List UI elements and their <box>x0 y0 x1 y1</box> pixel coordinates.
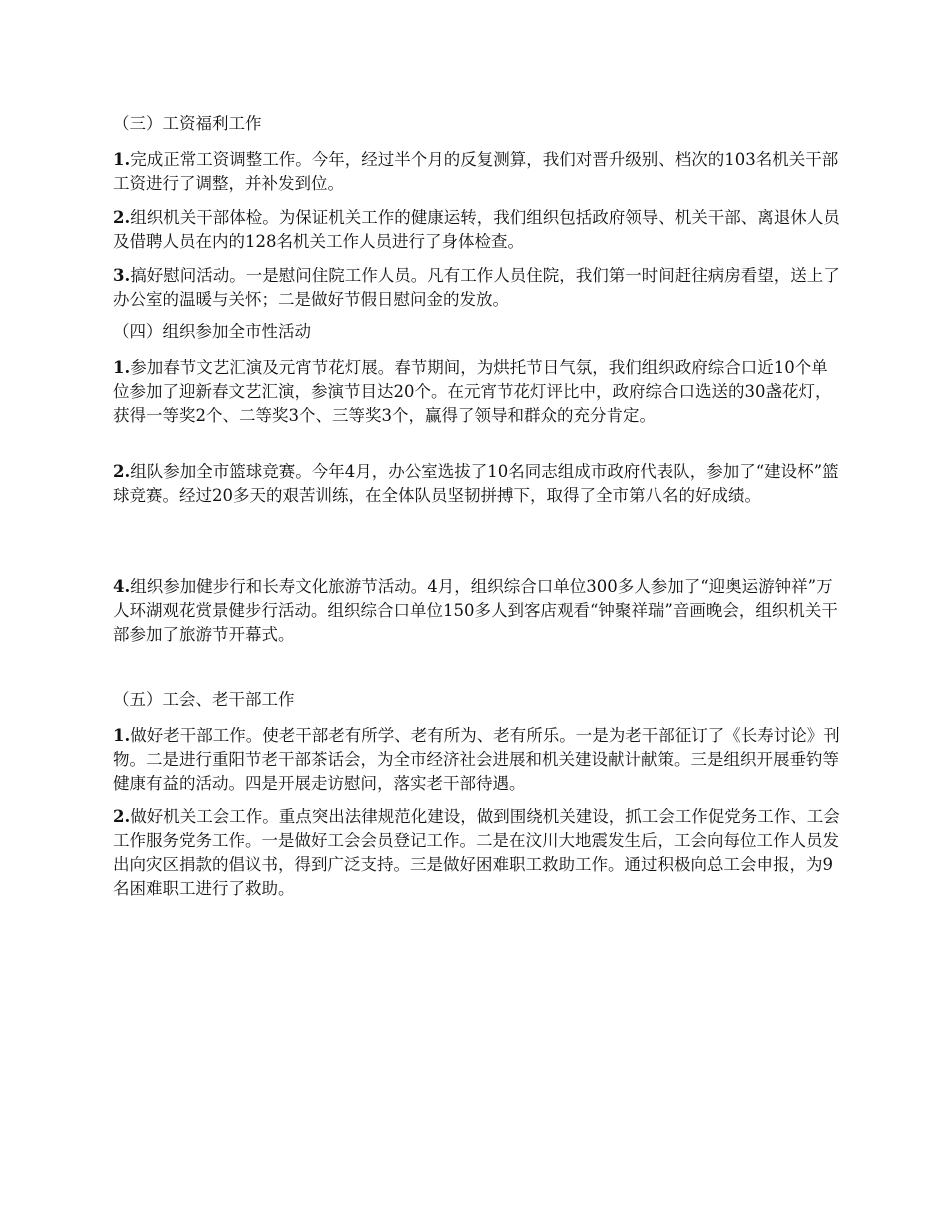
section-heading-5: （五）工会、老干部工作 <box>113 690 295 709</box>
paragraph <box>113 460 843 508</box>
paragraph <box>113 575 843 647</box>
paragraph <box>113 206 843 254</box>
item-number: 1. <box>113 358 131 377</box>
item-number: 3. <box>113 266 131 285</box>
paragraph-text: 完成正常工资调整工作。今年，经过半个月的反复测算，我们对晋升级别、档次的103名机关干部工资进行了调整，并补发到位。 <box>113 150 839 193</box>
section-heading-3: （三）工资福利工作 <box>113 114 262 133</box>
paragraph-text: 搞好慰问活动。一是慰问住院工作人员。凡有工作人员住院，我们第一时间赶往病房看望，送上了办公室的温暖与关怀；二是做好节假日慰问金的发放。 <box>113 266 840 309</box>
section-heading-4: （四）组织参加全市性活动 <box>113 322 311 341</box>
item-number: 2. <box>113 807 131 826</box>
paragraph-text: 组织参加健步行和长寿文化旅游节活动。4月，组织综合口单位300多人参加了“迎奥运游钟祥”万人环湖观花赏景健步行活动。组织综合口单位150多人到客店观看“钟聚祥瑞”音画晚会，组织机关干部参加了旅游节开幕式。 <box>113 577 838 644</box>
item-number: 4. <box>113 577 131 596</box>
item-number: 2. <box>113 208 131 227</box>
item-number: 1. <box>113 150 131 169</box>
paragraph <box>113 356 843 428</box>
item-number: 2. <box>113 462 131 481</box>
paragraph <box>113 724 843 796</box>
paragraph <box>113 805 843 901</box>
paragraph-text: 组织机关干部体检。为保证机关工作的健康运转，我们组织包括政府领导、机关干部、离退休人员及借聘人员在内的128名机关工作人员进行了身体检查。 <box>113 208 840 251</box>
paragraph <box>113 148 843 196</box>
paragraph-text: 组队参加全市篮球竞赛。今年4月，办公室选拔了10名同志组成市政府代表队，参加了“建设杯”篮球竞赛。经过20多天的艰苦训练，在全体队员坚韧拼搏下，取得了全市第八名的好成绩。 <box>113 462 839 505</box>
item-number: 1. <box>113 726 131 745</box>
paragraph <box>113 264 843 312</box>
paragraph-text: 做好老干部工作。使老干部老有所学、老有所为、老有所乐。一是为老干部征订了《长寿讨论》刊物。二是进行重阳节老干部茶话会，为全市经济社会进展和机关建设献计献策。三是组织开展垂钓等健康有益的活动。四是开展走访慰问，落实老干部待遇。 <box>113 726 840 793</box>
paragraph-text: 做好机关工会工作。重点突出法律规范化建设，做到围绕机关建设，抓工会工作促党务工作、工会工作服务党务工作。一是做好工会会员登记工作。二是在汶川大地震发生后，工会向每位工作人员发出向灾区捐款的倡议书，得到广泛支持。三是做好困难职工救助工作。通过积极向总工会申报，为9名困难职工进行了救助。 <box>113 807 840 898</box>
paragraph-text: 参加春节文艺汇演及元宵节花灯展。春节期间，为烘托节日气氛，我们组织政府综合口近10个单位参加了迎新春文艺汇演，参演节目达20个。在元宵节花灯评比中，政府综合口选送的30盏花灯，获得一等奖2个、二等奖3个、三等奖3个，赢得了领导和群众的充分肯定。 <box>113 358 832 425</box>
